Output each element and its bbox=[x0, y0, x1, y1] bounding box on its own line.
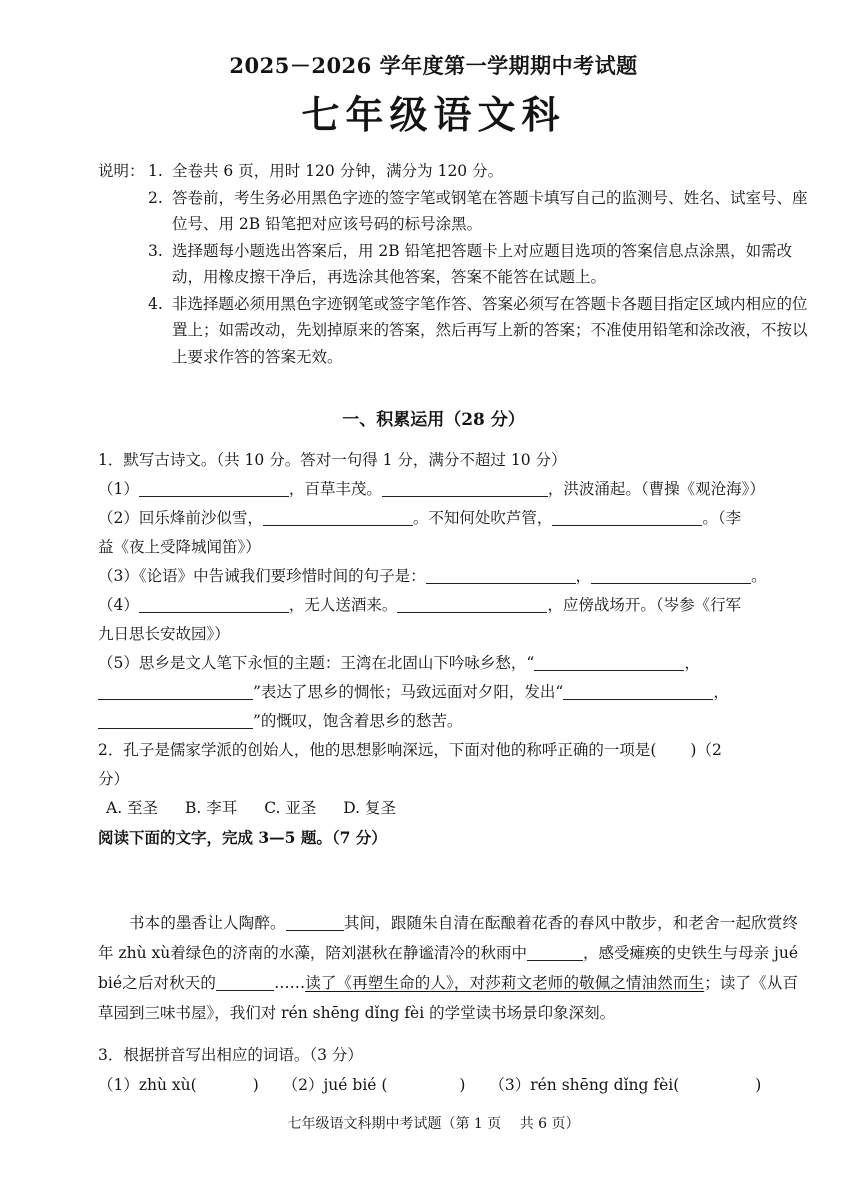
answer-blank[interactable] bbox=[591, 565, 751, 584]
poem-text: ，应傍战场开。（岑参《行军 bbox=[547, 596, 742, 614]
passage-text: ；读了《从百草园到三味书屋》，我们对 rén shēng dǐng fèi 的学堂读书场景印象深刻。 bbox=[98, 974, 798, 1022]
question-text: ”的慨叹，饱含着思乡的愁苦。 bbox=[253, 712, 463, 730]
question-1-part-4 bbox=[98, 591, 798, 620]
bracket: ) bbox=[459, 1076, 466, 1094]
instruction-text: 全卷共 6 页，用时 120 分钟，满分为 120 分。 bbox=[172, 162, 504, 180]
poem-text: ，百草丰茂。 bbox=[288, 480, 382, 498]
bracket: ) bbox=[755, 1076, 762, 1094]
part-number: （2） bbox=[98, 509, 139, 527]
instruction-text: 非选择题必须用黑色字迹钢笔或签字笔作答、答案必须写在答题卡各题目指定区域内相应的位置上；如需改动，先划掉原来的答案，然后再写上新的答案；不准使用铅笔和涂改液，不按以上要求作答的答案无效。 bbox=[172, 294, 808, 366]
question-2-stem-cont: 分） bbox=[98, 770, 130, 788]
underlined-sentence: 读了《再塑生命的人》，对莎莉文老师的敬佩之情油然而生 bbox=[305, 974, 705, 992]
question-text: ”表达了思乡的惆怅；马致远面对夕阳，发出“ bbox=[253, 683, 564, 701]
instruction-item bbox=[98, 185, 818, 238]
question-1-part-2-cont: 益《夜上受降城闻笛》） bbox=[98, 538, 261, 556]
answer-blank[interactable] bbox=[426, 565, 576, 584]
bracket: ) bbox=[252, 1076, 259, 1094]
instruction-text: 答卷前，考生务必用黑色字迹的签字笔或钢笔在答题卡填写自己的监测号、姓名、试室号、座位号、用 2B 铅笔把对应该号码的标号涂黑。 bbox=[172, 188, 808, 233]
question-2-options bbox=[98, 794, 798, 823]
answer-blank[interactable] bbox=[563, 681, 713, 700]
question-1-part-3 bbox=[98, 562, 798, 591]
answer-blank[interactable] bbox=[534, 652, 684, 671]
question-1-stem: 1．默写古诗文。（共 10 分。答对一句得 1 分，满分不超过 10 分） bbox=[98, 451, 567, 469]
question-text: )（2 bbox=[690, 741, 722, 759]
answer-blank[interactable] bbox=[527, 942, 583, 961]
question-text: 2．孔子是儒家学派的创始人，他的思想影响深远，下面对他的称呼正确的一项是( bbox=[98, 741, 657, 759]
pinyin-label: （1）zhù xù( bbox=[98, 1076, 197, 1094]
question-1-part-1 bbox=[98, 475, 798, 504]
question-3-items bbox=[98, 1070, 798, 1100]
poem-text: ， bbox=[684, 654, 700, 672]
page-footer: 七年级语文科期中考试题（第 1 页 共 6 页） bbox=[287, 1116, 580, 1132]
poem-text: ，无人送酒来。 bbox=[288, 596, 398, 614]
passage-text: …… bbox=[274, 974, 306, 992]
poem-text: ， bbox=[575, 567, 592, 585]
question-1-part-5-cont bbox=[98, 678, 798, 707]
part-number: （1） bbox=[98, 480, 139, 498]
instruction-item bbox=[98, 238, 818, 291]
question-1-part-5 bbox=[98, 649, 798, 678]
answer-blank[interactable] bbox=[552, 507, 702, 526]
exam-title: 七年级语文科 bbox=[301, 92, 566, 137]
question-text: 思乡是文人笔下永恒的主题：王湾在北固山下吟咏乡愁，“ bbox=[138, 654, 535, 672]
option-c[interactable]: C. 亚圣 bbox=[264, 799, 317, 817]
part-number: （3） bbox=[98, 567, 139, 585]
instructions-label: 说明： bbox=[98, 162, 145, 180]
passage-text: 其间，跟随朱自清在酝酿着花香的春风中散步，和老舍一起欣赏终年 zhù xù着绿色的济南的水藻，陪刘湛秋在静谧清冷的秋雨中 bbox=[98, 914, 798, 962]
answer-blank[interactable] bbox=[139, 478, 289, 497]
question-3 bbox=[98, 1040, 798, 1100]
question-3-stem: 3．根据拼音写出相应的词语。（3 分） bbox=[98, 1046, 363, 1064]
poem-text: 。 bbox=[751, 567, 767, 585]
instructions bbox=[98, 158, 818, 370]
question-1-part-5-cont bbox=[98, 707, 798, 736]
exam-subtitle: 2025－2026 学年度第一学期期中考试题 bbox=[229, 53, 638, 78]
answer-blank[interactable] bbox=[397, 594, 547, 613]
poem-text: 回乐烽前沙似雪， bbox=[138, 509, 263, 527]
answer-blank[interactable] bbox=[98, 681, 253, 700]
answer-blank[interactable] bbox=[98, 710, 253, 729]
option-b[interactable]: B. 李耳 bbox=[185, 799, 238, 817]
part-number: （5） bbox=[98, 654, 139, 672]
answer-blank[interactable] bbox=[286, 912, 344, 931]
answer-blank[interactable] bbox=[139, 594, 289, 613]
instruction-item bbox=[98, 158, 818, 185]
passage-text: 书本的墨香让人陶醉。 bbox=[129, 914, 286, 932]
instruction-number: 2. bbox=[148, 188, 163, 207]
instruction-item bbox=[98, 291, 818, 371]
instruction-number: 4. bbox=[148, 294, 163, 313]
question-1-part-2 bbox=[98, 504, 798, 533]
instruction-number: 3. bbox=[148, 241, 163, 260]
answer-blank[interactable] bbox=[263, 507, 413, 526]
section-title: 一、积累运用（28 分） bbox=[342, 410, 525, 430]
reading-heading: 阅读下面的文字，完成 3—5 题。（7 分） bbox=[98, 828, 387, 847]
question-2-stem bbox=[98, 736, 798, 765]
poem-text: 。不知何处吹芦管， bbox=[412, 509, 553, 527]
instruction-text: 选择题每小题选出答案后，用 2B 铅笔把答题卡上对应题目选项的答案信息点涂黑，如需改动，用橡皮擦干净后，再选涂其他答案，答案不能答在试题上。 bbox=[172, 241, 793, 286]
pinyin-label: （3）rén shēng dǐng fèi( bbox=[489, 1076, 680, 1094]
question-1-part-4-cont: 九日思长安故园》） bbox=[98, 625, 230, 643]
answer-blank[interactable] bbox=[216, 972, 274, 991]
option-a[interactable]: A. 至圣 bbox=[106, 799, 159, 817]
poem-text: ， bbox=[713, 683, 729, 701]
instruction-number: 1. bbox=[148, 162, 163, 180]
part-number: （4） bbox=[98, 596, 139, 614]
question-area bbox=[98, 446, 798, 852]
poem-text: ，洪波涌起。（曹操《观沧海》） bbox=[547, 480, 765, 498]
poem-text: 。（李 bbox=[702, 509, 742, 527]
reading-passage bbox=[98, 908, 798, 1028]
pinyin-label: （2）jué bié ( bbox=[282, 1076, 388, 1094]
question-text: 《论语》中告诫我们要珍惜时间的句子是： bbox=[138, 567, 426, 585]
passage-text: ，感受瘫痪的史铁生与母亲 jué bié之后对秋天的 bbox=[98, 944, 798, 992]
option-d[interactable]: D. 复圣 bbox=[343, 799, 397, 817]
answer-blank[interactable] bbox=[382, 478, 548, 497]
